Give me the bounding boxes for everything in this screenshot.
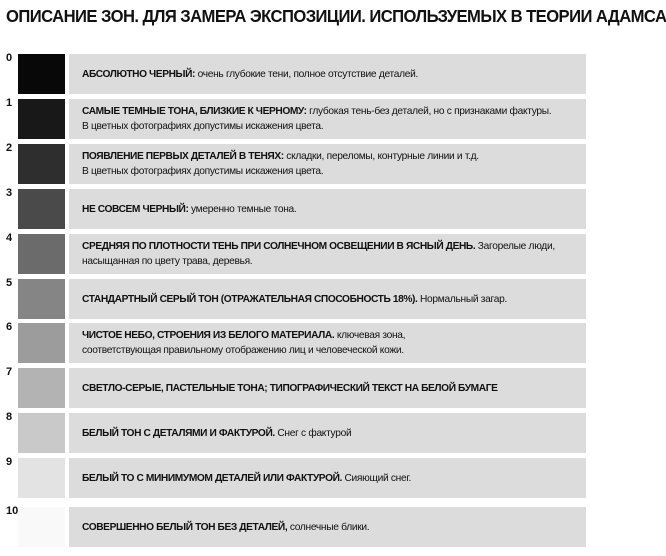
zone-row-10	[0, 505, 591, 547]
zone-swatch	[18, 507, 65, 547]
zone-caps-text: СВЕТЛО-СЕРЫЕ, ПАСТЕЛЬНЫЕ ТОНА; ТИПОГРАФИЧЕСКИЙ ТЕКСТ НА БЕЛОЙ БУМАГЕ	[82, 382, 498, 394]
zone-number: 9	[6, 456, 13, 468]
zone-caps-text: СРЕДНЯЯ ПО ПЛОТНОСТИ ТЕНЬ ПРИ СОЛНЕЧНОМ ОСВЕЩЕНИИ В ЯСНЫЙ ДЕНЬ.	[82, 241, 476, 252]
zone-description	[69, 54, 586, 94]
zone-row-3	[0, 187, 591, 229]
zone-caps-text: АБСОЛЮТНО ЧЕРНЫЙ:	[82, 68, 196, 80]
zone-row-6	[0, 321, 591, 363]
zone-description	[69, 234, 586, 274]
zone-caps-text: СОВЕРШЕННО БЕЛЫЙ ТОН БЕЗ ДЕТАЛЕЙ,	[82, 521, 288, 533]
zone-number: 0	[6, 52, 13, 64]
zone-body-text: Загорелые люди,	[475, 241, 555, 252]
zone-body-text: ключевая зона,	[334, 330, 406, 341]
zone-description	[69, 458, 586, 498]
zone-number: 5	[6, 277, 13, 289]
zone-swatch	[18, 144, 65, 184]
zone-body-text: Сияющий снег.	[341, 472, 412, 484]
zone-caps-text: ПОЯВЛЕНИЕ ПЕРВЫХ ДЕТАЛЕЙ В ТЕНЯХ:	[82, 151, 284, 162]
zone-caps-text: ЧИСТОЕ НЕБО, СТРОЕНИЯ ИЗ БЕЛОГО МАТЕРИАЛА.	[82, 330, 335, 341]
zone-number: 6	[6, 321, 13, 333]
zone-swatch	[18, 413, 65, 453]
zone-body-text: складки, переломы, контурные линии и т.д.	[283, 151, 479, 162]
zone-number: 4	[6, 232, 13, 244]
zone-second-line: В цветных фотографиях допустимы искажения цвета.	[82, 121, 324, 132]
zone-number: 7	[6, 366, 13, 378]
zone-description	[69, 144, 586, 184]
zone-body-text: очень глубокие тени, полное отсутствие деталей.	[195, 68, 419, 80]
zone-swatch	[18, 458, 65, 498]
zone-row-4	[0, 232, 591, 274]
zone-description	[69, 189, 586, 229]
zone-body-text: Нормальный загар.	[417, 293, 507, 305]
zone-row-8	[0, 411, 591, 453]
zone-number: 3	[6, 187, 13, 199]
zone-number: 1	[6, 97, 13, 109]
zone-row-2	[0, 142, 591, 184]
zone-description	[69, 323, 586, 363]
zone-swatch	[18, 99, 65, 139]
zone-description	[69, 413, 586, 453]
zone-second-line: соответствующая правильному отображению лиц и человеческой кожи.	[82, 345, 404, 356]
zone-body-text: умеренно темные тона.	[188, 203, 297, 215]
zone-description	[69, 99, 586, 139]
zone-swatch	[18, 279, 65, 319]
zone-body-text: глубокая тень-без деталей, но с признаками фактуры.	[306, 106, 552, 117]
zone-caps-text: САМЫЕ ТЕМНЫЕ ТОНА, БЛИЗКИЕ К ЧЕРНОМУ:	[82, 106, 307, 117]
page-title: ОПИСАНИЕ ЗОН. ДЛЯ ЗАМЕРА ЭКСПОЗИЦИИ. ИСПОЛЬЗУЕМЫХ В ТЕОРИИ АДАМСА	[6, 6, 666, 26]
zone-body-text: Снег с фактурой	[274, 427, 352, 439]
zone-row-7	[0, 366, 591, 408]
zone-swatch	[18, 189, 65, 229]
zone-row-0	[0, 52, 591, 94]
zone-caps-text: БЕЛЫЙ ТОН С ДЕТАЛЯМИ И ФАКТУРОЙ.	[82, 427, 275, 439]
zone-number: 8	[6, 411, 13, 423]
zone-second-line: насыщанная по цвету трава, деревья.	[82, 256, 253, 267]
zone-second-line: В цветных фотографиях допустимы искажения цвета.	[82, 166, 324, 177]
zone-body-text: солнечные блики.	[287, 521, 370, 533]
zone-caps-text: СТАНДАРТНЫЙ СЕРЫЙ ТОН (ОТРАЖАТЕЛЬНАЯ СПОСОБНОСТЬ 18%).	[82, 293, 418, 305]
zone-row-1	[0, 97, 591, 139]
zone-row-9	[0, 456, 591, 498]
zone-description	[69, 368, 586, 408]
zone-caps-text: НЕ СОВСЕМ ЧЕРНЫЙ:	[82, 203, 189, 215]
zone-caps-text: БЕЛЫЙ ТО С МИНИМУМОМ ДЕТАЛЕЙ ИЛИ ФАКТУРОЙ.	[82, 472, 342, 484]
zone-swatch	[18, 234, 65, 274]
zone-number: 10	[6, 505, 19, 517]
zone-description	[69, 507, 586, 547]
zone-swatch	[18, 368, 65, 408]
zone-description	[69, 279, 586, 319]
zone-swatch	[18, 323, 65, 363]
zone-row-5	[0, 277, 591, 319]
zone-swatch	[18, 54, 65, 94]
zone-number: 2	[6, 142, 13, 154]
